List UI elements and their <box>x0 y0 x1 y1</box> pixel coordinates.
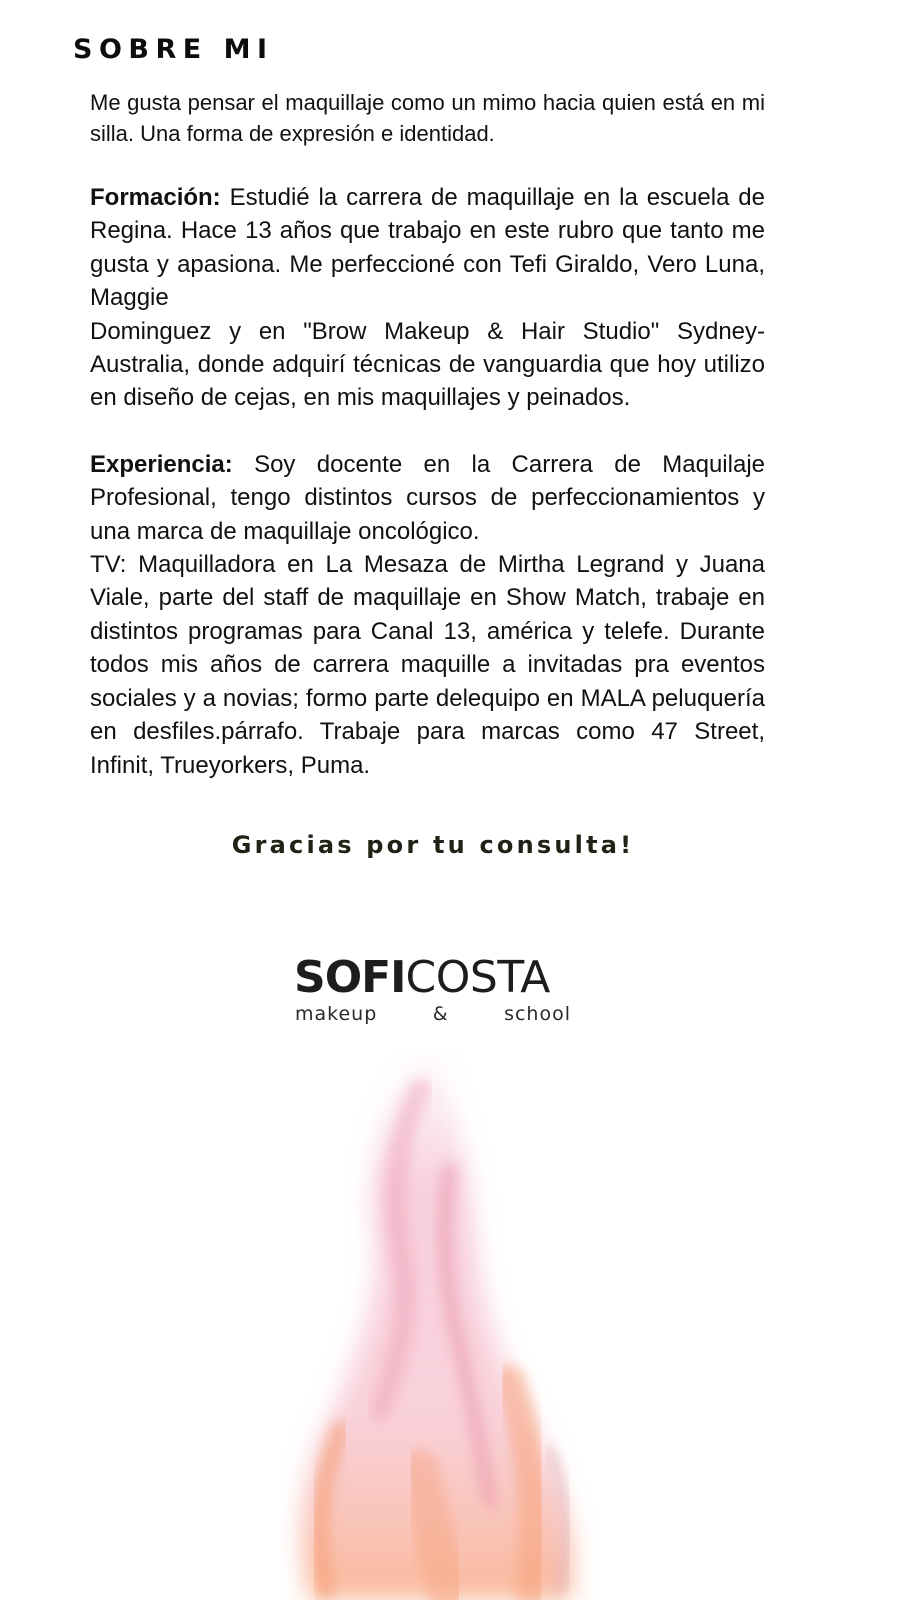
logo-tagline-school: school <box>504 1003 571 1025</box>
logo-wordmark <box>294 952 550 1003</box>
logo-tagline-makeup: makeup <box>295 1003 378 1025</box>
section-title: SOBRE MI <box>73 34 274 65</box>
about-content <box>90 87 765 782</box>
thanks-message: Gracias por tu consulta! <box>231 831 635 859</box>
tv-paragraph: TV: Maquilladora en La Mesaza de Mirtha Legrand y Juana Viale, parte del staff de maquillaje en Show Match, trabaje en distintos programas para Canal 13, américa y telefe. Durante todos mis años de carrera maquille a invitadas pra eventos sociales y a novias; formo parte delequipo en MALA peluquería en desfiles.párrafo. Trabaje para marcas como 47 Street, Infinit, Trueyorkers, Puma. <box>90 551 765 779</box>
experiencia-paragraph <box>90 448 765 548</box>
experiencia-label: Experiencia: <box>90 450 233 478</box>
formacion-text: Estudié la carrera de maquillaje en la escuela de Regina. Hace 13 años que trabajo en este rubro que tanto me gusta y apasiona. Me perfeccioné con Tefi Giraldo, Vero Luna, Maggie <box>90 184 765 312</box>
formacion-paragraph <box>90 181 765 315</box>
logo-tagline <box>295 1003 571 1025</box>
logo-costa: COSTA <box>405 952 550 1003</box>
logo-sofi: SOFI <box>294 952 406 1003</box>
intro-text: Me gusta pensar el maquillaje como un mimo hacia quien está en mi silla. Una forma de expresión e identidad. <box>90 90 765 146</box>
formacion-label: Formación: <box>90 184 221 211</box>
logo-tagline-ampersand: & <box>432 1003 449 1025</box>
formacion-paragraph-continued: Dominguez y en "Brow Makeup & Hair Studio" Sydney-Australia, donde adquirí técnicas de vanguardia que hoy utilizo en diseño de cejas, en mis maquillajes y peinados. <box>90 317 765 412</box>
brand-logo <box>294 952 594 1026</box>
brush-stroke-illustration <box>280 1050 620 1600</box>
experiencia-text: Soy docente en la Carrera de Maquilaje Profesional, tengo distintos cursos de perfeccionamientos y una marca de maquillaje oncológico. <box>90 450 765 545</box>
